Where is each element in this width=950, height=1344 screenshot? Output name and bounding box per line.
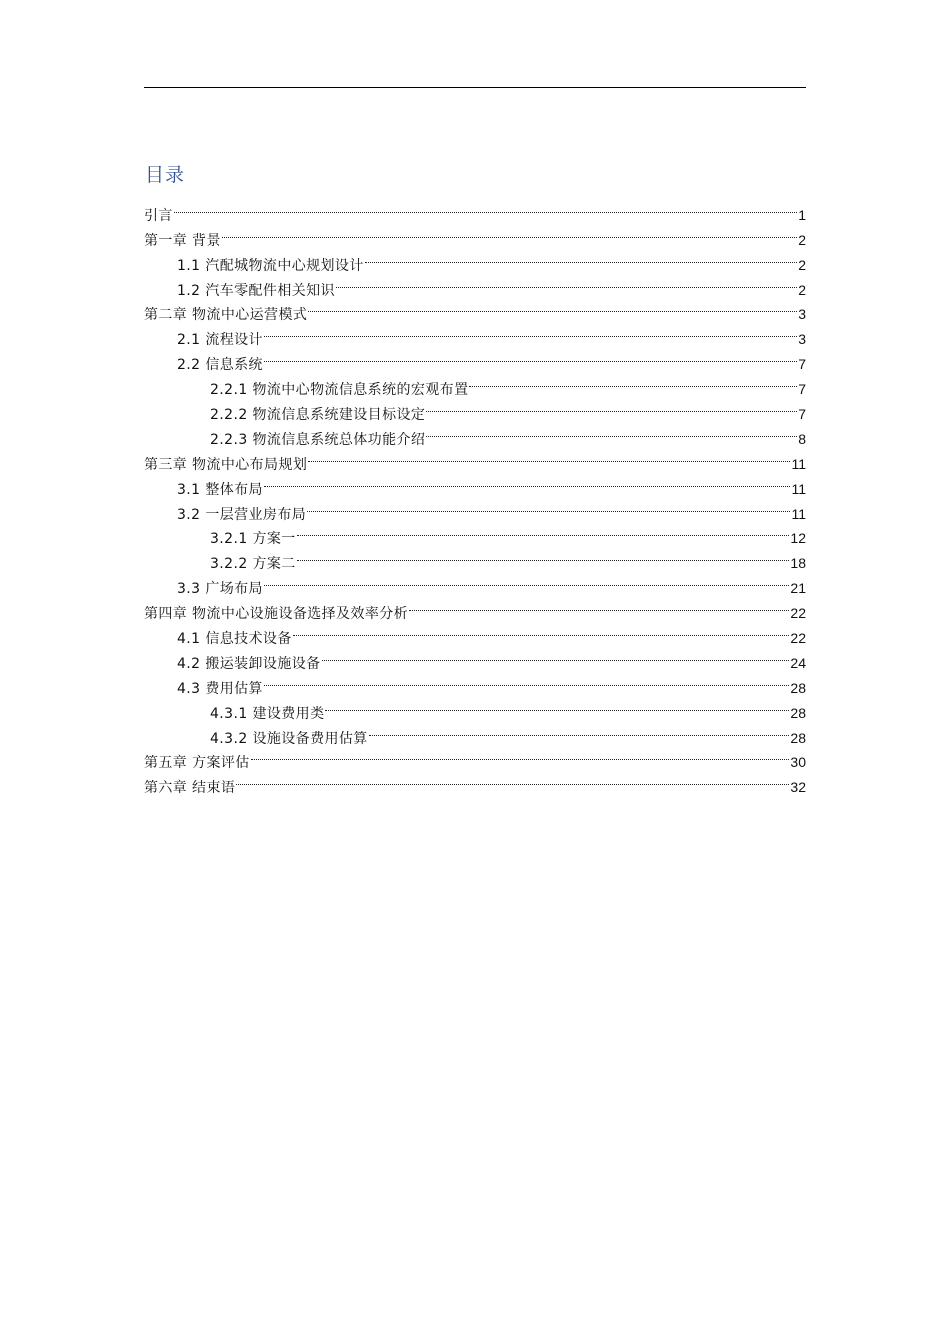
- dot-leader: [409, 593, 789, 618]
- dot-leader: [322, 643, 790, 668]
- toc-page-number: 11: [791, 505, 806, 522]
- toc-page-number: 21: [790, 580, 806, 597]
- dot-leader: [365, 245, 797, 270]
- toc-page-number: 2: [798, 281, 806, 298]
- dot-leader: [308, 444, 790, 469]
- toc-page-number: 12: [790, 530, 806, 547]
- toc-entry-title: 4.3.2 设施设备费用估算: [210, 730, 368, 747]
- dot-leader: [251, 743, 790, 768]
- toc-entry-title: 引言: [144, 207, 173, 224]
- toc-page-number: 28: [790, 729, 806, 746]
- toc-entry-title: 4.3.1 建设费用类: [210, 705, 325, 722]
- toc-entry-title: 第一章 背景: [144, 232, 221, 249]
- toc-entry-title: 3.1 整体布局: [177, 481, 263, 498]
- toc-page-number: 7: [798, 381, 806, 398]
- dot-leader: [264, 568, 790, 593]
- dot-leader: [308, 295, 797, 320]
- toc-entry-title: 4.1 信息技术设备: [177, 631, 292, 648]
- toc-page-number: 1: [798, 206, 806, 223]
- toc-entry-title: 第二章 物流中心运营模式: [144, 307, 308, 324]
- toc-page-number: 3: [798, 331, 806, 348]
- toc-page-number: 28: [790, 704, 806, 721]
- toc-page-number: 22: [790, 630, 806, 647]
- dot-leader: [264, 469, 791, 494]
- toc-entry-title: 3.2.1 方案一: [210, 531, 296, 548]
- toc-heading: 目录: [145, 164, 186, 186]
- dot-leader: [369, 718, 790, 743]
- toc-entry-title: 2.2.1 物流中心物流信息系统的宏观布置: [210, 382, 469, 399]
- toc-page-number: 32: [790, 779, 806, 796]
- toc-entry[interactable]: [144, 245, 806, 274]
- toc-entry-title: 3.2.2 方案二: [210, 556, 296, 573]
- dot-leader: [264, 344, 797, 369]
- dot-leader: [297, 543, 790, 568]
- dot-leader: [236, 767, 789, 792]
- toc-entry[interactable]: [144, 195, 806, 224]
- toc-page-number: 2: [798, 231, 806, 248]
- dot-leader: [264, 319, 797, 344]
- toc-page-number: 7: [798, 406, 806, 423]
- toc-entry-title: 2.2 信息系统: [177, 357, 263, 374]
- toc-entry-title: 4.2 搬运装卸设施设备: [177, 655, 321, 672]
- toc-entry-title: 2.1 流程设计: [177, 332, 263, 349]
- toc-entry-title: 1.1 汽配城物流中心规划设计: [177, 257, 364, 274]
- header-rule: [144, 87, 806, 88]
- dot-leader: [297, 519, 790, 544]
- toc-page-number: 3: [798, 306, 806, 323]
- toc-page-number: 28: [790, 679, 806, 696]
- toc-entry-title: 4.3 费用估算: [177, 680, 263, 697]
- toc-entry[interactable]: [144, 767, 806, 797]
- toc-entry-title: 1.2 汽车零配件相关知识: [177, 282, 335, 299]
- toc-entry-title: 第四章 物流中心设施设备选择及效率分析: [144, 606, 409, 623]
- dot-leader: [426, 394, 797, 419]
- toc-page-number: 11: [791, 480, 806, 497]
- toc-page-number: 2: [798, 256, 806, 273]
- toc-entry-title: 2.2.3 物流信息系统总体功能介绍: [210, 431, 426, 448]
- dot-leader: [222, 220, 797, 245]
- dot-leader: [469, 369, 797, 394]
- toc-page-number: 18: [790, 555, 806, 572]
- toc-entry-title: 2.2.2 物流信息系统建设目标设定: [210, 407, 426, 424]
- dot-leader: [325, 693, 789, 718]
- toc-page-number: 11: [791, 455, 806, 472]
- dot-leader: [426, 419, 797, 444]
- dot-leader: [307, 494, 790, 519]
- toc-entry-title: 第五章 方案评估: [144, 755, 250, 772]
- toc-page-number: 22: [790, 605, 806, 622]
- dot-leader: [293, 618, 790, 643]
- toc-entry-title: 3.3 广场布局: [177, 581, 263, 598]
- toc-page-number: 7: [798, 356, 806, 373]
- dot-leader: [174, 195, 797, 220]
- toc-entry-title: 第三章 物流中心布局规划: [144, 456, 308, 473]
- toc-page-number: 30: [790, 754, 806, 771]
- dot-leader: [264, 668, 790, 693]
- toc-entry[interactable]: [144, 220, 806, 249]
- toc-page-number: 8: [798, 430, 806, 447]
- toc-list: [144, 195, 806, 797]
- dot-leader: [336, 270, 797, 295]
- toc-entry-title: 第六章 结束语: [144, 780, 236, 797]
- toc-page-number: 24: [790, 654, 806, 671]
- toc-entry-title: 3.2 一层营业房布局: [177, 506, 307, 523]
